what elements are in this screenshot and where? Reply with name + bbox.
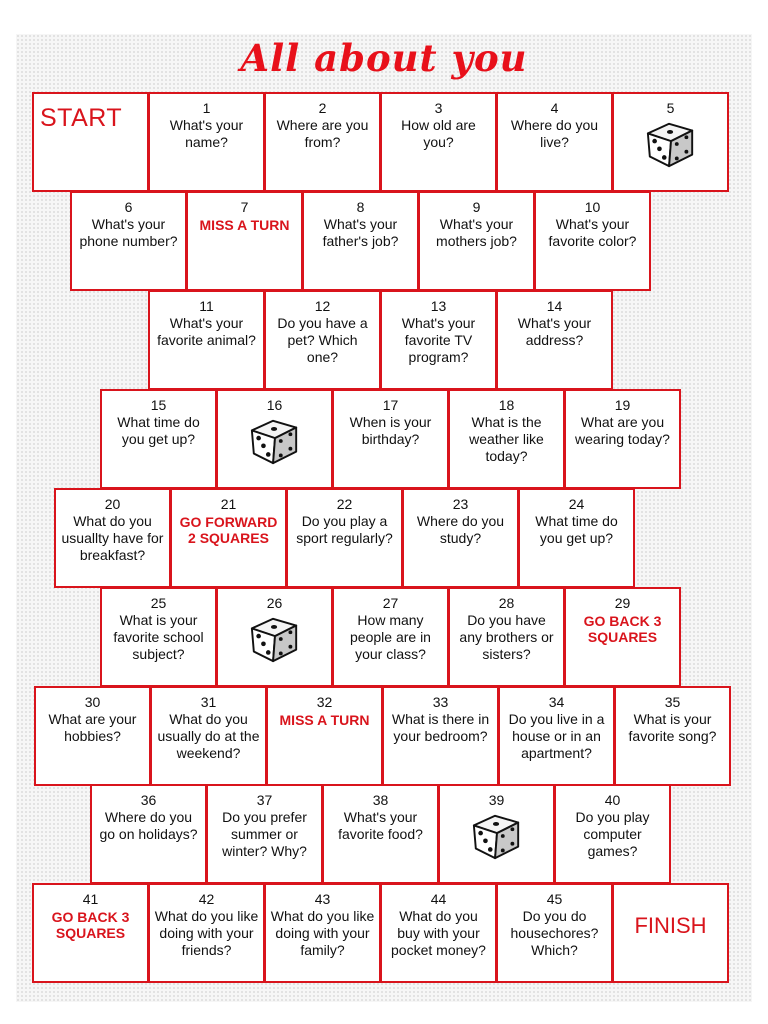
square-number: 41	[82, 891, 99, 907]
square-number: 36	[140, 792, 157, 808]
square-number: 31	[200, 694, 217, 710]
game-square	[206, 784, 323, 884]
square-question: What is the weather like today?	[469, 414, 544, 464]
board-row-4	[100, 389, 680, 489]
game-square	[264, 92, 381, 192]
game-square	[286, 488, 403, 588]
square-question: What time do you get up?	[535, 513, 618, 546]
square-number: 25	[150, 595, 167, 611]
square-question: What is your favorite school subject?	[113, 612, 204, 662]
square-number: 19	[614, 397, 631, 413]
square-question: What is your favorite song?	[628, 711, 717, 744]
square-number: 23	[452, 496, 469, 512]
square-number: 21	[220, 496, 237, 512]
square-action: MISS A TURN	[199, 217, 290, 233]
square-number: 1	[202, 100, 211, 116]
dice-icon	[218, 613, 331, 670]
board-row-9	[32, 883, 728, 983]
square-number: 12	[314, 298, 331, 314]
game-square	[496, 883, 613, 983]
square-number: 18	[498, 397, 515, 413]
square-question: Do you have a pet? Which one?	[277, 315, 368, 365]
square-number: 37	[256, 792, 273, 808]
game-square	[150, 686, 267, 786]
square-question: How old are you?	[401, 117, 476, 150]
game-square	[438, 784, 555, 884]
game-square	[302, 191, 419, 291]
square-number: 10	[584, 199, 601, 215]
game-square	[32, 883, 149, 983]
game-square	[322, 784, 439, 884]
square-question: Do you do housechores? Which?	[510, 908, 599, 958]
dice-icon	[614, 118, 727, 175]
game-square	[70, 191, 187, 291]
square-number: 17	[382, 397, 399, 413]
square-question: What's your favorite TV program?	[401, 315, 476, 365]
board-row-5	[54, 488, 634, 588]
game-square	[100, 389, 217, 489]
square-question: What do you like doing with your family?	[270, 908, 375, 958]
game-square	[418, 191, 535, 291]
game-square	[612, 92, 729, 192]
square-question: What do you usually do at the weekend?	[157, 711, 260, 761]
game-square	[496, 92, 613, 192]
game-square	[448, 389, 565, 489]
board-row-3	[148, 290, 612, 390]
square-number: 35	[664, 694, 681, 710]
start-label: START	[40, 104, 123, 132]
square-question: Do you live in a house or in an apartment?	[508, 711, 605, 761]
game-square	[380, 290, 497, 390]
game-square	[34, 686, 151, 786]
square-number: 22	[336, 496, 353, 512]
square-number: 34	[548, 694, 565, 710]
square-number: 28	[498, 595, 515, 611]
square-question: What are you wearing today?	[575, 414, 670, 447]
square-number: 11	[199, 298, 214, 314]
game-square	[382, 686, 499, 786]
square-number: 40	[604, 792, 621, 808]
game-square	[380, 92, 497, 192]
square-number: 29	[614, 595, 631, 611]
square-number: 32	[316, 694, 333, 710]
square-question: What's your favorite food?	[338, 809, 423, 842]
square-number: 3	[434, 100, 443, 116]
square-question: What's your name?	[169, 117, 244, 150]
board-row-8	[90, 784, 670, 884]
square-question: Where do you study?	[416, 513, 505, 546]
board-row-1	[32, 92, 728, 192]
square-number: 13	[430, 298, 447, 314]
square-question: What time do you get up?	[117, 414, 200, 447]
square-question: What's your father's job?	[322, 216, 399, 249]
square-number: 5	[666, 100, 675, 116]
square-number: 6	[124, 199, 133, 215]
square-question: What do you like doing with your friends?	[154, 908, 259, 958]
game-square	[534, 191, 651, 291]
game-square	[380, 883, 497, 983]
square-action: GO BACK 3 SQUARES	[51, 909, 130, 941]
start-square	[32, 92, 149, 192]
square-question: Where do you go on holidays?	[99, 809, 198, 842]
square-action: GO BACK 3 SQUARES	[583, 613, 662, 645]
square-question: What's your address?	[517, 315, 592, 348]
square-number: 14	[546, 298, 563, 314]
square-number: 24	[568, 496, 585, 512]
game-square	[266, 686, 383, 786]
game-square	[186, 191, 303, 291]
game-square	[216, 389, 333, 489]
square-number: 42	[198, 891, 215, 907]
game-square	[264, 883, 381, 983]
square-question: Do you have any brothers or sisters?	[459, 612, 554, 662]
square-number: 27	[382, 595, 399, 611]
square-action: MISS A TURN	[279, 712, 370, 728]
game-square	[498, 686, 615, 786]
square-number: 44	[430, 891, 447, 907]
game-square	[90, 784, 207, 884]
square-question: What do you usuallty have for breakfast?	[61, 513, 164, 563]
game-square	[518, 488, 635, 588]
game-square	[564, 389, 681, 489]
game-square	[148, 290, 265, 390]
finish-label: FINISH	[634, 913, 707, 938]
game-square	[564, 587, 681, 687]
square-number: 45	[546, 891, 563, 907]
game-square	[148, 883, 265, 983]
square-question: Do you play a sport regularly?	[296, 513, 393, 546]
square-question: Do you play computer games?	[575, 809, 650, 859]
square-question: Where are you from?	[276, 117, 369, 150]
game-square	[264, 290, 381, 390]
game-square	[332, 389, 449, 489]
square-number: 4	[550, 100, 559, 116]
square-number: 20	[104, 496, 121, 512]
square-question: What is there in your bedroom?	[391, 711, 490, 744]
square-question: What's your mothers job?	[436, 216, 517, 249]
board-row-6	[100, 587, 680, 687]
square-question: How many people are in your class?	[350, 612, 431, 662]
game-square	[216, 587, 333, 687]
game-square	[554, 784, 671, 884]
game-square	[54, 488, 171, 588]
square-number: 26	[266, 595, 283, 611]
square-number: 8	[356, 199, 365, 215]
square-number: 33	[432, 694, 449, 710]
square-question: What are your hobbies?	[48, 711, 137, 744]
square-number: 7	[240, 199, 249, 215]
square-question: What's your favorite color?	[548, 216, 637, 249]
finish-square	[612, 883, 729, 983]
square-question: When is your birthday?	[349, 414, 432, 447]
game-square	[332, 587, 449, 687]
square-question: What's your favorite animal?	[157, 315, 256, 348]
square-number: 38	[372, 792, 389, 808]
game-square	[496, 290, 613, 390]
square-number: 30	[84, 694, 101, 710]
game-square	[448, 587, 565, 687]
dice-icon	[440, 810, 553, 867]
square-number: 39	[488, 792, 505, 808]
square-action: GO FORWARD 2 SQUARES	[179, 514, 278, 546]
board-row-7	[34, 686, 730, 786]
square-number: 2	[318, 100, 327, 116]
square-question: What do you buy with your pocket money?	[391, 908, 486, 958]
dice-icon	[218, 415, 331, 472]
square-question: What's your phone number?	[79, 216, 178, 249]
game-square	[148, 92, 265, 192]
square-number: 15	[150, 397, 167, 413]
square-question: Do you prefer summer or winter? Why?	[222, 809, 307, 859]
board-title: All about you	[240, 36, 528, 80]
game-square	[614, 686, 731, 786]
square-number: 43	[314, 891, 331, 907]
board-row-2	[70, 191, 650, 291]
square-number: 9	[472, 199, 481, 215]
game-square	[170, 488, 287, 588]
square-number: 16	[266, 397, 283, 413]
square-question: Where do you live?	[510, 117, 599, 150]
game-square	[402, 488, 519, 588]
game-square	[100, 587, 217, 687]
